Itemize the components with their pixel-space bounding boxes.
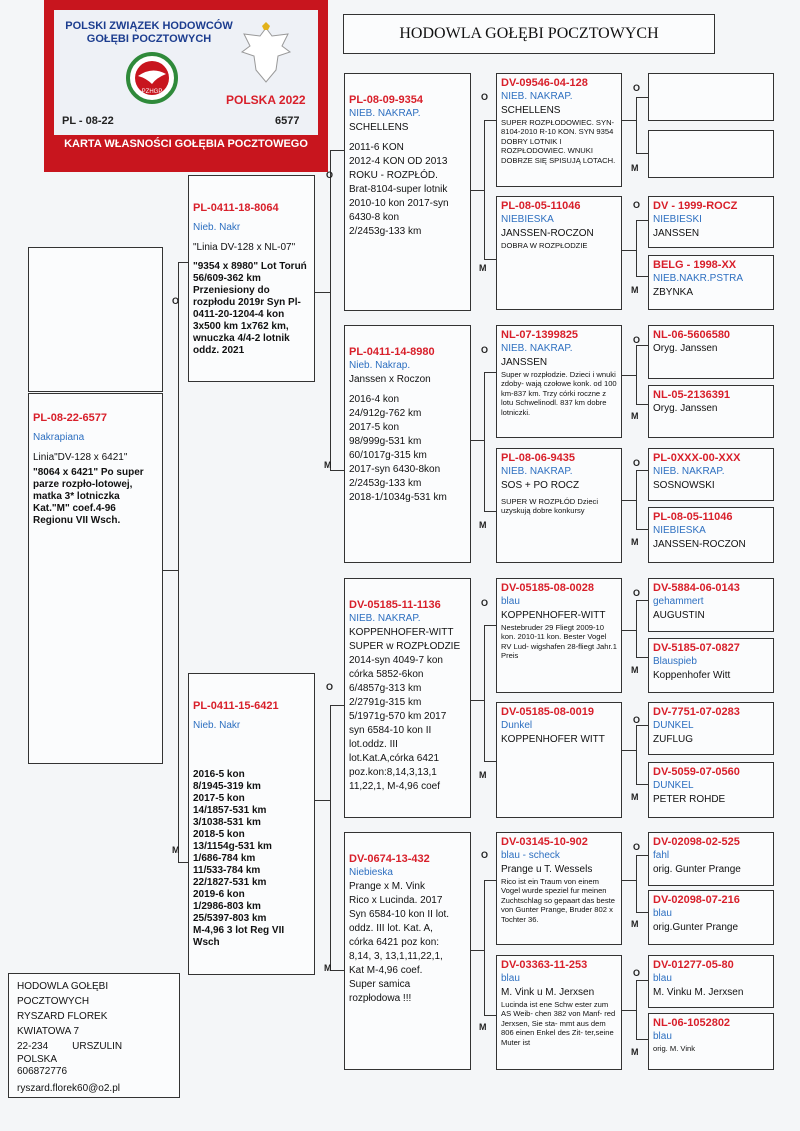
father-notes: "9354 x 8980" Lot Toruń 56/609-362 km Przeniesiony do rozpłodu 2019r Syn Pl-0411-20-1204-4 kon 3x500 km 1x762 km, wnuczka 4/4-2 lotnik oddz. 2021 [193, 261, 307, 356]
gp-result: Brat-8104-super lotnik [349, 184, 448, 195]
gggp-ring: DV-5185-07-0827 [653, 642, 740, 654]
ggp-name: SOS + PO ROCZ [501, 480, 580, 491]
gggp-ring: DV-7751-07-0283 [653, 706, 740, 718]
ggp-name: Prange u T. Wessels [501, 864, 593, 875]
gggp-box [648, 507, 774, 563]
gggp-name: AUGUSTIN [653, 610, 705, 621]
gggp-ring: NL-05-2136391 [653, 389, 731, 401]
mother-label: M [631, 665, 639, 675]
ggp-ring: DV-03363-11-253 [501, 959, 588, 971]
father-label: O [633, 83, 641, 93]
mother-label: M [631, 537, 639, 547]
mother-label: M [631, 1047, 639, 1057]
gggp-ring: NL-06-5606580 [653, 329, 731, 341]
ggp-color: blau [501, 973, 520, 984]
mother-label: M [479, 520, 487, 530]
gp-result: 11,22,1, M-4,96 coef [349, 781, 440, 792]
ggp-note: Super w rozpłodzie. Dzieci i wnuki zdoby- wają czołowe konk. od 100 km-837 km. Trzy córki roczne z lotu Schwelinodl. 837 km dobre lotniczki. [501, 370, 617, 417]
gggp-ring: DV-02098-07-216 [653, 894, 740, 906]
gggp-color: blau [653, 908, 672, 919]
gggp-color: blau [653, 1031, 672, 1042]
gggp-name: orig.Gunter Prange [653, 922, 739, 933]
mother-result: 25/5397-803 km [193, 913, 267, 924]
gggp-name: Koppenhofer Witt [653, 670, 731, 681]
father-label: O [481, 92, 489, 102]
gggp-name: PETER ROHDE [653, 794, 726, 805]
subject-box [28, 393, 163, 764]
gggp-name: ZUFLUG [653, 734, 693, 745]
father-label: O [633, 968, 641, 978]
ggp-color: NIEBIESKA [501, 214, 554, 225]
gp-name: Prange x M. Vink [349, 881, 425, 892]
mother-label: M [479, 1022, 487, 1032]
owner-city: URSZULIN [72, 1041, 123, 1052]
org-name: POLSKI ZWIĄZEK HODOWCÓW GOŁĘBI POCZTOWYCH [65, 20, 233, 45]
gp-color: Niebieska [349, 867, 393, 878]
ggp-ring: PL-08-06-9435 [501, 452, 575, 464]
owner-name: RYSZARD FLOREK [17, 1011, 108, 1022]
gggp-box [648, 73, 774, 121]
mother-result: 2018-5 kon [193, 829, 245, 840]
gp-color: Nieb. Nakrap. [349, 360, 411, 371]
father-label: O [633, 715, 641, 725]
gggp-box [648, 196, 774, 248]
gp-result: 2/2453g-133 km [349, 478, 422, 489]
father-label: O [481, 850, 489, 860]
grandsire-maternal-box [344, 578, 471, 818]
gggp-name: orig. M. Vink [653, 1044, 696, 1053]
father-line: "Linia DV-128 x NL-07" [193, 242, 296, 253]
father-label: O [172, 296, 180, 306]
card-ring-number: 6577 [275, 115, 300, 127]
gp-result: lot.oddz. III [349, 739, 398, 750]
gggp-ring: DV-5884-06-0143 [653, 582, 740, 594]
mother-result: 2017-5 kon [193, 793, 245, 804]
gp-ring: DV-05185-11-1136 [349, 599, 441, 611]
gp-ring: DV-0674-13-432 [349, 853, 430, 865]
gp-name: KOPPENHOFER-WITT [349, 627, 454, 638]
gggp-name: orig. Gunter Prange [653, 864, 741, 875]
mother-label: M [631, 919, 639, 929]
subject-notes: "8064 x 6421" Po super parze rozpło-lotowej, matka 3* lotniczka Kat."M" coef.4-96 Regionu VII Wsch. [33, 467, 144, 526]
gggp-name: SOSNOWSKI [653, 480, 715, 491]
gggp-ring: PL-08-05-11046 [653, 511, 733, 523]
subject-ring: PL-08-22-6577 [33, 412, 107, 424]
mother-label: M [479, 263, 487, 273]
ggp-box [496, 325, 622, 438]
gggp-box [648, 578, 774, 632]
ggp-note: Lucinda ist ene Schw ester zum AS Weib- chen 382 von Manf- red Jerxsen, Sie sta- mmt aus dem 806 einen Enkel des Zit- ter,seine Muter ist [501, 1000, 616, 1047]
father-label: O [326, 170, 334, 180]
ggp-name: M. Vink u M. Jerxsen [501, 987, 595, 998]
gp-name: SCHELLENS [349, 122, 409, 133]
mother-result: 2019-6 kon [193, 889, 245, 900]
gggp-ring: DV-01277-05-80 [653, 959, 734, 971]
gp-result: 98/999g-531 km [349, 436, 422, 447]
ggp-ring: DV-05185-08-0028 [501, 582, 594, 594]
gp-ring: PL-08-09-9354 [349, 94, 423, 106]
gp-result: córka 5852-6kon [349, 669, 424, 680]
eagle-emblem-icon [238, 22, 294, 88]
gp-result: 2018-1/1034g-531 km [349, 492, 447, 503]
mother-result: 2016-5 kon [193, 769, 245, 780]
gggp-box [648, 638, 774, 693]
subject-line: Linia"DV-128 x 6421" [33, 452, 128, 463]
gp-result: 2017-5 kon [349, 422, 400, 433]
gggp-box [648, 385, 774, 438]
mother-label: M [631, 285, 639, 295]
gp-result: Super samica [349, 979, 411, 990]
father-box [188, 175, 315, 382]
gp-color: NIEB. NAKRAP. [349, 613, 421, 624]
gp-result: 2/2791g-315 km [349, 697, 422, 708]
country-year: POLSKA 2022 [226, 93, 306, 107]
gp-result: 5/1971g-570 km 2017 [349, 711, 447, 722]
gp-result: 2017-syn 6430-8kon [349, 464, 441, 475]
gp-result: Kat M-4,96 coef. [349, 965, 423, 976]
gggp-box [648, 448, 774, 501]
gggp-name: ZBYNKA [653, 287, 694, 298]
mother-result: 8/1945-319 km [193, 781, 261, 792]
mother-label: M [631, 792, 639, 802]
father-label: O [633, 458, 641, 468]
mother-ring: PL-0411-15-6421 [193, 700, 279, 712]
gggp-name: Oryg. Janssen [653, 343, 718, 354]
gggp-name: M. Vinku M. Jerxsen [653, 987, 744, 998]
gggp-box [648, 1013, 774, 1070]
gp-result: 2011-6 KON [349, 142, 404, 153]
father-label: O [633, 335, 641, 345]
ggp-name: KOPPENHOFER-WITT [501, 610, 606, 621]
gggp-box [648, 255, 774, 310]
ggp-ring: DV-05185-08-0019 [501, 706, 594, 718]
mother-label: M [324, 460, 332, 470]
ggp-ring: DV-03145-10-902 [501, 836, 588, 848]
father-label: O [633, 842, 641, 852]
ggp-color: Dunkel [501, 720, 533, 731]
ggp-note: DOBRA W ROZPŁODZIE [501, 241, 588, 250]
ggp-note: Nestebruder 29 Fliegt 2009-10 kon. 2010-11 kon. Bester Vogel RV Lud- wigshafen 28-fliegt Jahr.1 Preis [501, 623, 617, 661]
ggp-note: Rico ist ein Traum von einem Vogel wurde speziel fur meinen Zuchtschlag so gepaart das beste von Gunter Prange, Bruder 802 x Tochter 36. [501, 877, 615, 924]
mother-label: M [631, 163, 639, 173]
mother-label: M [172, 845, 180, 855]
mother-result: 11/533-784 km [193, 865, 261, 876]
granddam-maternal-box [344, 832, 471, 1070]
owner-country: POLSKA [17, 1054, 58, 1065]
gggp-color: blau [653, 973, 672, 984]
gggp-box [648, 130, 774, 178]
father-label: O [633, 200, 641, 210]
ggp-box [496, 702, 622, 818]
card-title: KARTA WŁASNOŚCI GOŁĘBIA POCZTOWEGO [64, 138, 308, 150]
gp-result: lot.Kat.A,córka 6421 [349, 753, 440, 764]
ggp-box [496, 73, 622, 187]
page-title: HODOWLA GOŁĘBI POCZTOWYCH [343, 14, 715, 54]
gp-result: poz.kon:8,14,3,13,1 [349, 767, 437, 778]
mother-result: 13/1154g-531 km [193, 841, 272, 852]
subject-color: Nakrapiana [33, 432, 85, 443]
grandsire-paternal-box [344, 73, 471, 311]
mother-result: 3/1038-531 km [193, 817, 261, 828]
gggp-color: DUNKEL [653, 780, 694, 791]
father-color: Nieb. Nakr [193, 222, 241, 233]
gggp-color: NIEBIESKA [653, 525, 706, 536]
gggp-name: JANSSEN [653, 228, 700, 239]
owner-box [8, 973, 180, 1098]
ggp-name: JANSSEN [501, 357, 548, 368]
gp-result: 8,14, 3, 13,1,11,22,1, [349, 951, 443, 962]
gggp-color: NIEB.NAKR.PSTRA [653, 273, 744, 284]
gp-result: 2/2453g-133 km [349, 226, 422, 237]
owner-title: HODOWLA GOŁĘBI POCZTOWYCH [17, 981, 109, 1007]
gp-result: syn 6584-10 kon II [349, 725, 432, 736]
gggp-box [648, 832, 774, 886]
gp-result: rozpłodowa !!! [349, 993, 412, 1004]
ggp-color: NIEB. NAKRAP. [501, 91, 573, 102]
mother-result: M-4,96 3 lot Reg VII Wsch [193, 925, 285, 948]
ggp-name: KOPPENHOFER WITT [501, 734, 605, 745]
owner-email: ryszard.florek60@o2.pl [17, 1083, 120, 1094]
pzhgp-logo-icon [112, 48, 192, 110]
ggp-note: SUPER W ROZPŁÓD Dzieci uzyskują dobre konkursy [501, 497, 599, 516]
mother-label: M [479, 770, 487, 780]
father-ring: PL-0411-18-8064 [193, 202, 279, 214]
gp-name: Janssen x Roczon [349, 374, 431, 385]
mother-color: Nieb. Nakr [193, 720, 241, 731]
gggp-box [648, 890, 774, 945]
gp-result: Rico x Lucinda. 2017 [349, 895, 443, 906]
gggp-color: fahl [653, 850, 670, 861]
ggp-color: blau [501, 596, 520, 607]
ggp-box [496, 832, 622, 945]
card-ring-prefix: PL - 08-22 [62, 115, 114, 127]
owner-street: KWIATOWA 7 [17, 1026, 80, 1037]
mother-result: 14/1857-531 km [193, 805, 267, 816]
ggp-box [496, 448, 622, 563]
gggp-ring: DV-02098-02-525 [653, 836, 740, 848]
gggp-ring: DV - 1999-ROCZ [653, 200, 738, 212]
photo-box [28, 247, 163, 392]
ggp-box [496, 196, 622, 310]
gp-result: 2010-10 kon 2017-syn [349, 198, 449, 209]
gggp-box [648, 325, 774, 379]
ggp-color: blau - scheck [501, 850, 560, 861]
gggp-box [648, 702, 774, 755]
gp-result: córka 6421 poz kon: [349, 937, 440, 948]
gggp-color: gehammert [653, 596, 704, 607]
gp-result: 2012-4 KON OD 2013 ROKU - ROZPŁÓD. [349, 156, 448, 181]
ggp-box [496, 578, 622, 693]
gggp-box [648, 762, 774, 818]
owner-phone: 606872776 [17, 1066, 68, 1077]
gggp-ring: DV-5059-07-0560 [653, 766, 740, 778]
gggp-ring: NL-06-1052802 [653, 1017, 731, 1029]
gp-result: SUPER w ROZPŁODZIE [349, 641, 461, 652]
mother-result: 1/686-784 km [193, 853, 256, 864]
ggp-name: SCHELLENS [501, 105, 561, 116]
granddam-paternal-box [344, 325, 471, 563]
logo-text: PZHGP [141, 89, 163, 95]
owner-postal: 22-234 [17, 1041, 49, 1052]
ggp-color: NIEB. NAKRAP. [501, 466, 573, 477]
gp-result: 2016-4 kon [349, 394, 400, 405]
gp-result: 24/912g-762 km [349, 408, 422, 419]
gp-result: Syn 6584-10 kon II lot. [349, 909, 450, 920]
gp-color: NIEB. NAKRAP. [349, 108, 421, 119]
father-label: O [326, 682, 334, 692]
mother-label: M [324, 963, 332, 973]
gggp-color: NIEB. NAKRAP. [653, 466, 725, 477]
mother-label: M [631, 411, 639, 421]
gp-result: 6430-8 kon [349, 212, 400, 223]
gp-result: oddz. III lot. Kat. A, [349, 923, 433, 934]
gggp-ring: PL-0XXX-00-XXX [653, 452, 741, 464]
gggp-color: Blauspieb [653, 656, 697, 667]
mother-result: 1/2986-803 km [193, 901, 261, 912]
father-label: O [481, 345, 489, 355]
gp-ring: PL-0411-14-8980 [349, 346, 435, 358]
gggp-name: Oryg. Janssen [653, 403, 718, 414]
ggp-box [496, 955, 622, 1070]
gggp-name: JANSSEN-ROCZON [653, 539, 746, 550]
gggp-box [648, 955, 774, 1008]
gggp-color: NIEBIESKI [653, 214, 702, 225]
mother-result: 22/1827-531 km [193, 877, 267, 888]
ggp-ring: NL-07-1399825 [501, 329, 579, 341]
father-label: O [481, 598, 489, 608]
gp-result: 6/4857g-313 km [349, 683, 422, 694]
mother-box [188, 673, 315, 975]
gp-result: 60/1017g-315 km [349, 450, 427, 461]
ggp-note: SUPER ROZPŁODOWIEC. SYN-8104-2010 R-10 KON. SYN 9354 DOBRY LOTNIK I ROZPŁODOWIEC. WNUKI DOBRZE SIĘ SPISUJĄ LOTACH. [501, 118, 616, 165]
mother-results [193, 769, 310, 949]
ggp-color: NIEB. NAKRAP. [501, 343, 573, 354]
gggp-color: DUNKEL [653, 720, 694, 731]
father-label: O [633, 588, 641, 598]
ggp-ring: DV-09546-04-128 [501, 77, 588, 89]
ggp-name: JANSSEN-ROCZON [501, 228, 594, 239]
gp-result: 2014-syn 4049-7 kon [349, 655, 443, 666]
gggp-ring: BELG - 1998-XX [653, 259, 737, 271]
ggp-ring: PL-08-05-11046 [501, 200, 581, 212]
